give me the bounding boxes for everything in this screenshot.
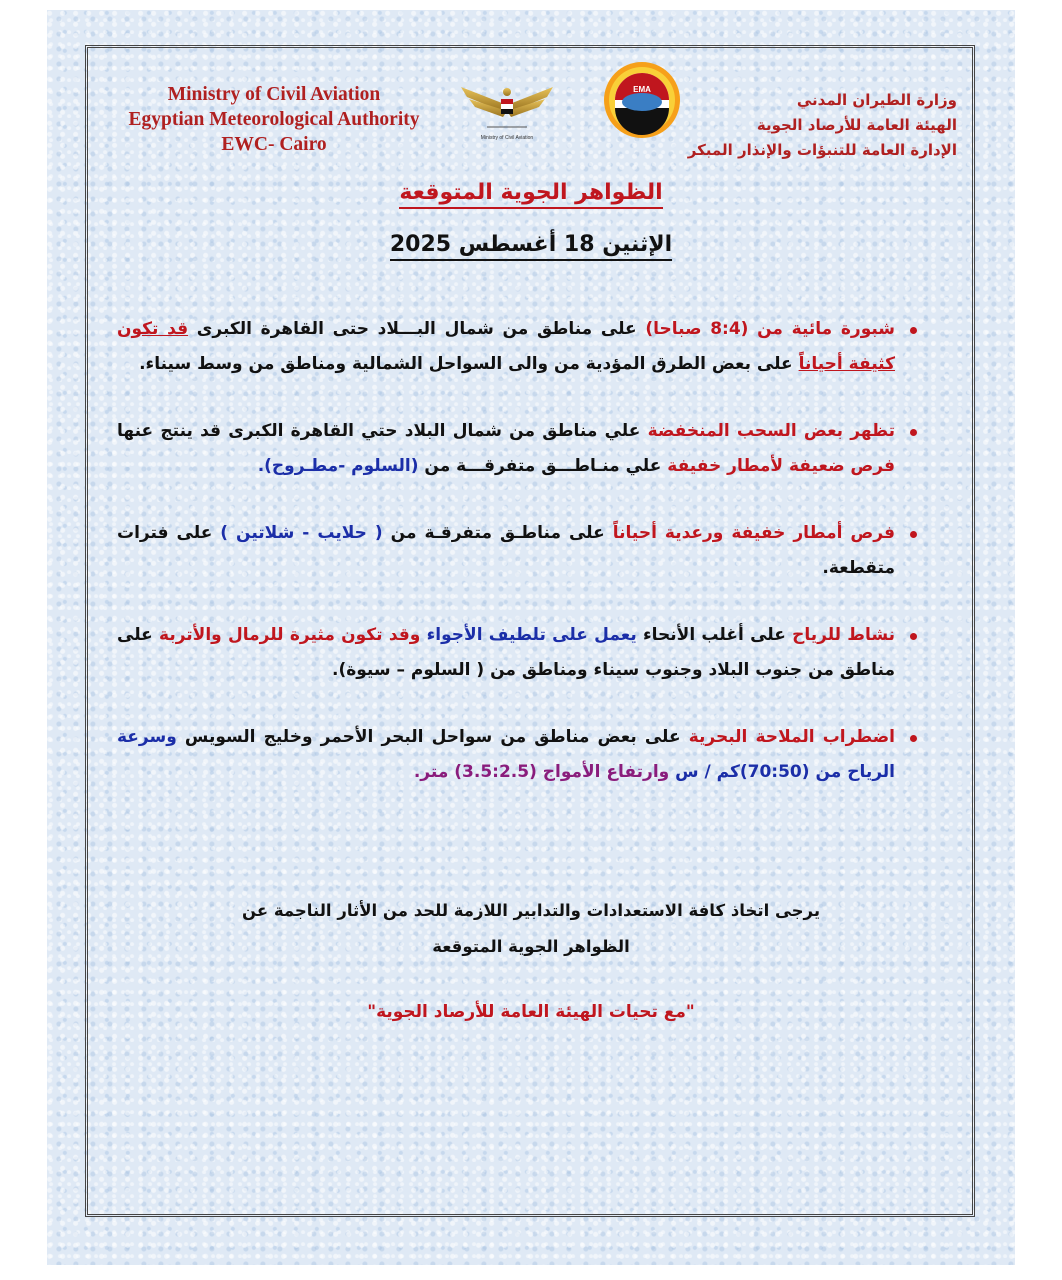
ministry-logo-caption: Ministry of Civil Aviation xyxy=(480,135,534,141)
fog-roads: على بعض الطرق المؤدية من والى السواحل الشمالية ومناطق من وسط سيناء. xyxy=(139,354,799,374)
bulletin-page xyxy=(47,10,1015,1265)
date-text: الإثنين 18 أغسطس 2025 xyxy=(390,232,672,261)
clouds-locations: (السلوم -مطـروح). xyxy=(257,456,419,476)
wind-dust: وقد تكون مثيرة للرمال والأتربة xyxy=(159,625,427,645)
clouds-rain-chance: فرص ضعيفة لأمطار خفيفة xyxy=(667,456,895,476)
ema-logo xyxy=(602,60,682,140)
forecast-list xyxy=(117,312,917,790)
wind-phrase: نشاط للرياح xyxy=(792,625,896,645)
bulletin-title xyxy=(47,180,1015,205)
forecast-item-rain xyxy=(117,516,917,586)
fog-dense-note: قد تكون كثيفة أحياناً xyxy=(117,319,895,374)
rain-locations: ( حلايب - شلاتين ) xyxy=(220,523,383,543)
sea-wind-speed: وسرعة الرياح من (70:50)كم / س xyxy=(117,727,895,782)
title-text: الظواهر الجوية المتوقعة xyxy=(399,180,662,209)
closing-line-2: الظواهر الجوية المتوقعة xyxy=(432,937,630,956)
sea-phrase: اضطراب الملاحة البحرية xyxy=(688,727,895,747)
closing-line-1: يرجى اتخاذ كافة الاستعدادات والتدابير اللازمة للحد من الأثار الناجمة عن xyxy=(241,901,821,920)
wind-area: على أغلب الأنحاء xyxy=(636,625,793,645)
forecast-item-clouds xyxy=(117,414,917,484)
fog-area: على مناطق من شمال البـــلاد حتى القاهرة الكبرى xyxy=(188,319,646,339)
rain-area: على مناطـق متفرقـة من xyxy=(382,523,613,543)
ema-logo-text: EMA xyxy=(633,85,651,94)
bulletin-date xyxy=(47,232,1015,257)
clouds-area: علي مناطق من شمال البلاد حتي القاهرة الكبرى قد ينتج عنها xyxy=(117,421,648,441)
rain-periods: على فترات متقطعة. xyxy=(117,523,895,578)
rain-phrase: فرص أمطار خفيفة ورعدية أحياناً xyxy=(612,523,895,543)
forecast-item-wind xyxy=(117,618,917,688)
fog-phrase: شبورة مائية من (8:4 صباحا) xyxy=(645,319,896,339)
ar-ministry: وزارة الطيران المدني xyxy=(796,91,957,109)
english-header xyxy=(104,82,444,157)
en-authority: Egyptian Meteorological Authority xyxy=(128,109,420,130)
ministry-wings-logo xyxy=(457,75,557,145)
clouds-phrase: تظهر بعض السحب المنخفضة xyxy=(647,421,896,441)
en-center: EWC- Cairo xyxy=(221,134,327,155)
wind-locations: على مناطق من جنوب البلاد وجنوب سيناء ومناطق من ( السلوم – سيوة). xyxy=(117,625,895,680)
sea-wave-height: وارتفاع الأمواج (3.5:2.5) متر. xyxy=(413,762,676,782)
arabic-header xyxy=(687,88,957,163)
clouds-scattered: علي منـاطـــق متفرقـــة من xyxy=(418,456,668,476)
closing-note xyxy=(47,893,1015,965)
greeting-line: "مع تحيات الهيئة العامة للأرصاد الجوية" xyxy=(367,1002,695,1022)
forecast-item-sea xyxy=(117,720,917,790)
en-ministry: Ministry of Civil Aviation xyxy=(167,84,381,105)
forecast-item-fog xyxy=(117,312,917,382)
wind-cooling: يعمل على تلطيف الأجواء xyxy=(426,625,637,645)
sea-area: على بعض مناطق من سواحل البحر الأحمر وخليج السويس xyxy=(176,727,689,747)
ar-authority: الهيئة العامة للأرصاد الجوية xyxy=(756,116,957,134)
ar-directorate: الإدارة العامة للتنبؤات والإنذار المبكر xyxy=(687,141,957,159)
